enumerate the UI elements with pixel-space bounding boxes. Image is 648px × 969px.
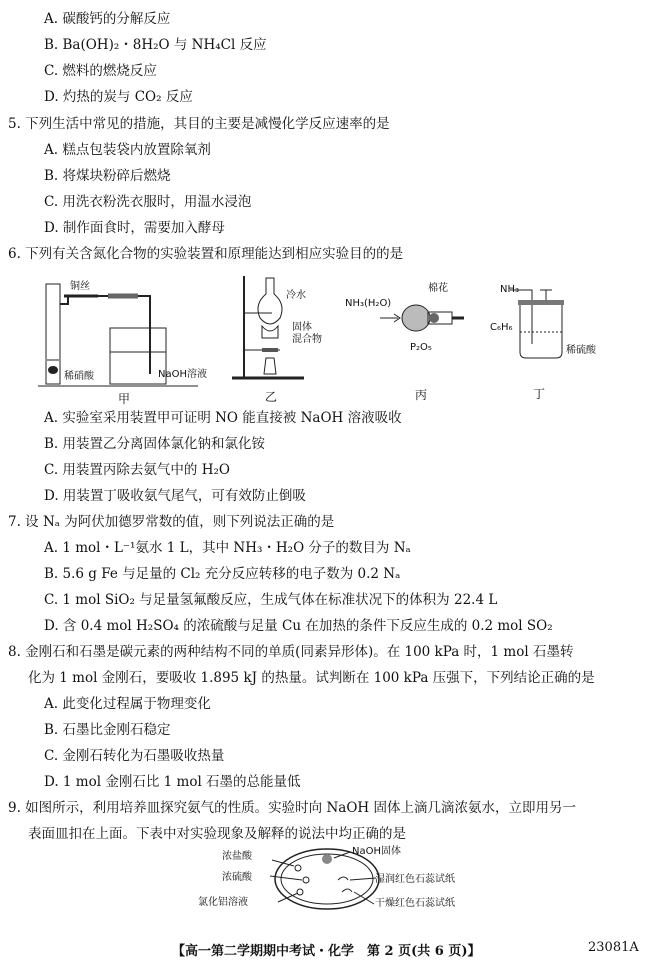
naoh-solid-label: NaOH固体 bbox=[352, 846, 401, 857]
apparatus-yi-drawing bbox=[232, 268, 332, 388]
q6-option-a: A. 实验室采用装置甲可证明 NO 能直接被 NaOH 溶液吸收 bbox=[44, 410, 402, 426]
mixture-label: 混合物 bbox=[292, 334, 322, 345]
apparatus-ding-caption: 丁 bbox=[533, 387, 546, 401]
q8-option-a: A. 此变化过程属于物理变化 bbox=[44, 696, 211, 712]
apparatus-jia-caption: 甲 bbox=[118, 392, 131, 406]
apparatus-yi-caption: 乙 bbox=[265, 390, 278, 404]
q8-stem-line1: 8. 金刚石和石墨是碳元素的两种结构不同的单质(同素异形体)。在 100 kPa 时，1 mol 石墨转 bbox=[8, 644, 574, 660]
dry-litmus-paper-label: 干燥红色石蕊试纸 bbox=[375, 898, 455, 909]
q6-option-c: C. 用装置丙除去氨气中的 H₂O bbox=[44, 462, 230, 478]
p2o5-label: P₂O₅ bbox=[410, 342, 432, 353]
q6-option-d: D. 用装置丁吸收氨气尾气，可有效防止倒吸 bbox=[44, 488, 306, 504]
q6-stem: 6. 下列有关含氮化合物的实验装置和原理能达到相应实验目的的是 bbox=[8, 246, 404, 262]
q5-option-d: D. 制作面食时，需要加入酵母 bbox=[44, 220, 225, 236]
q5-option-b: B. 将煤块粉碎后燃烧 bbox=[44, 168, 171, 184]
q7-option-c: C. 1 mol SiO₂ 与足量氢氟酸反应，生成气体在标准状况下的体积为 22.4 L bbox=[44, 592, 498, 608]
benzene-label: C₆H₆ bbox=[490, 322, 513, 333]
wet-litmus-paper-label: 湿润红色石蕊试纸 bbox=[375, 874, 455, 885]
dilute-nitric-acid-label: 稀硝酸 bbox=[64, 371, 94, 382]
cold-water-label: 冷水 bbox=[286, 290, 306, 301]
q9-stem-line2: 表面皿扣在上面。下表中对实验现象及解释的说法中均正确的是 bbox=[28, 826, 406, 842]
conc-sulfuric-acid-label: 浓硫酸 bbox=[222, 872, 252, 883]
nh3-gas-label: NH₃(H₂O) bbox=[345, 298, 392, 309]
q8-option-d: D. 1 mol 金刚石比 1 mol 石墨的总能量低 bbox=[44, 774, 301, 790]
q5-stem: 5. 下列生活中常见的措施，其目的主要是减慢化学反应速率的是 bbox=[8, 116, 390, 132]
ammonia-label: NH₃ bbox=[500, 284, 520, 295]
q4-option-c: C. 燃料的燃烧反应 bbox=[44, 63, 157, 79]
solid-label: 固体 bbox=[292, 322, 312, 333]
q5-option-a: A. 糕点包装袋内放置除氧剂 bbox=[44, 142, 211, 158]
q7-option-a: A. 1 mol・L⁻¹氨水 1 L，其中 NH₃・H₂O 分子的数目为 Nₐ bbox=[44, 540, 411, 556]
q7-option-d: D. 含 0.4 mol H₂SO₄ 的浓硫酸与足量 Cu 在加热的条件下反应生成的 0.2 mol SO₂ bbox=[44, 618, 553, 634]
q8-option-b: B. 石墨比金刚石稳定 bbox=[44, 722, 171, 738]
q4-option-d: D. 灼热的炭与 CO₂ 反应 bbox=[44, 89, 193, 105]
q8-option-c: C. 金刚石转化为石墨吸收热量 bbox=[44, 748, 225, 764]
q7-option-b: B. 5.6 g Fe 与足量的 Cl₂ 充分反应转移的电子数为 0.2 Nₐ bbox=[44, 566, 401, 582]
q7-stem: 7. 设 Nₐ 为阿伏加德罗常数的值，则下列说法正确的是 bbox=[8, 514, 335, 530]
alcl3-solution-label: 氯化铝溶液 bbox=[198, 897, 248, 908]
apparatus-bing-caption: 丙 bbox=[415, 388, 428, 402]
page-footer: 【高一第二学期期中考试・化学 第 2 页(共 6 页)】 bbox=[172, 944, 481, 959]
q4-option-a: A. 碳酸钙的分解反应 bbox=[44, 11, 171, 27]
apparatus-bing-drawing bbox=[380, 300, 480, 340]
cotton-label: 棉花 bbox=[428, 283, 448, 294]
conc-hcl-label: 浓盐酸 bbox=[222, 851, 252, 862]
dilute-sulfuric-acid-label: 稀硫酸 bbox=[566, 345, 596, 356]
naoh-solution-label: NaOH溶液 bbox=[158, 369, 207, 380]
q9-stem-line1: 9. 如图所示，利用培养皿探究氨气的性质。实验时向 NaOH 固体上滴几滴浓氨水，立即用另一 bbox=[8, 800, 576, 816]
copper-wire-label: 铜丝 bbox=[70, 281, 90, 292]
q4-option-b: B. Ba(OH)₂・8H₂O 与 NH₄Cl 反应 bbox=[44, 37, 267, 53]
q6-option-b: B. 用装置乙分离固体氯化钠和氯化铵 bbox=[44, 436, 266, 452]
q8-stem-line2: 化为 1 mol 金刚石，要吸收 1.895 kJ 的热量。试判断在 100 kPa 压强下，下列结论正确的是 bbox=[28, 670, 595, 686]
exam-code: 23081A bbox=[588, 940, 639, 955]
q5-option-c: C. 用洗衣粉洗衣服时，用温水浸泡 bbox=[44, 194, 252, 210]
